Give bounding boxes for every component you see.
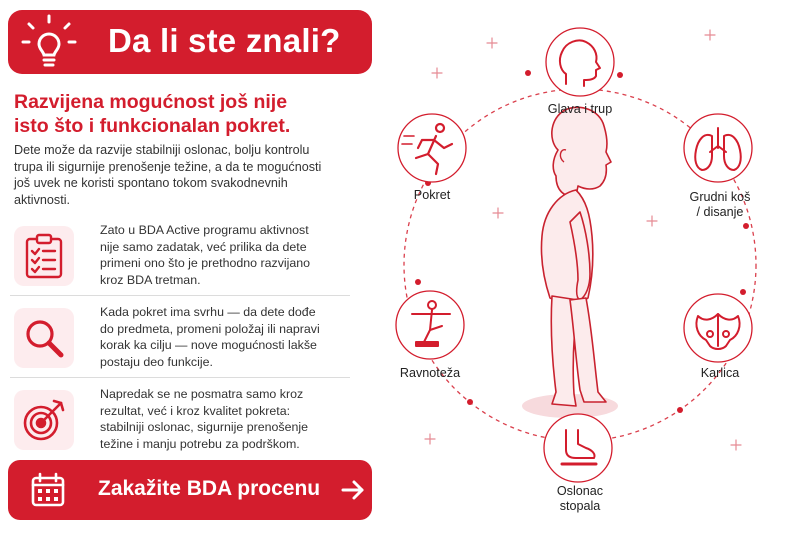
- body-areas-diagram: [380, 0, 800, 534]
- feature-line: težine i manju potrebu za podrškom.: [100, 436, 300, 451]
- node-label-head: [523, 102, 637, 117]
- arrow-right-icon: [341, 479, 365, 506]
- intro-line: još uvek ne koristi spontano tokom svakodnevnih: [14, 176, 288, 190]
- magnifier-icon: [14, 308, 74, 368]
- feature-line: primeni ono što je prethodno razvijano: [100, 256, 311, 270]
- node-label-line: Ravnoteža: [399, 366, 461, 380]
- cta-label: Zakažite BDA procenu: [98, 477, 321, 500]
- feature-line: kroz BDA tretman.: [100, 272, 201, 287]
- feature-item: [10, 304, 350, 376]
- node-label-line: Glava i trup: [547, 102, 613, 116]
- node-label-line: Karlica: [700, 366, 740, 380]
- diagram-graphic: [380, 0, 800, 534]
- feature-line: Zato u BDA Active programu aktivnost: [100, 223, 309, 237]
- feature-line: korak ka cilju — nove mogućnosti lakše: [100, 338, 317, 352]
- node-label-line: stopala: [559, 499, 601, 513]
- feature-item: [10, 386, 350, 458]
- node-label-line: Pokret: [413, 188, 451, 202]
- headline: [14, 90, 364, 138]
- schedule-assessment-button[interactable]: [8, 460, 372, 520]
- node-label-foot: [530, 484, 630, 514]
- feature-line: stabilniji oslonac, sigurnije prenošenje: [100, 420, 309, 434]
- did-you-know-banner: [8, 10, 372, 74]
- feature-line: do predmeta, promeni položaj ili napravi: [100, 321, 320, 336]
- node-label-line: / disanje: [696, 205, 744, 219]
- intro-line: trupa ili sigurnije prenošenje težine, a da te mogućnosti: [14, 159, 322, 174]
- lightbulb-icon: [14, 14, 84, 70]
- feature-item: [10, 222, 350, 294]
- headline-line: isto što i funkcionalan pokret.: [14, 115, 291, 137]
- intro-line: aktivnosti.: [14, 192, 70, 207]
- clipboard-checklist-icon: [14, 226, 74, 286]
- feature-text: [100, 222, 350, 288]
- node-label-line: Oslonac: [556, 484, 604, 498]
- node-label-chest: [665, 190, 775, 220]
- divider: [10, 377, 350, 378]
- node-label-movement: [382, 188, 482, 203]
- intro-paragraph: [14, 142, 366, 208]
- feature-line: nije samo zadatak, već prilika da dete: [100, 239, 307, 254]
- feature-text: [100, 386, 350, 452]
- calendar-icon: [30, 472, 66, 513]
- target-icon: [14, 390, 74, 450]
- feature-line: rezultat, već i kroz kvalitet pokreta:: [100, 403, 291, 418]
- feature-text: [100, 304, 350, 370]
- divider: [10, 295, 350, 296]
- intro-line: Dete može da razvije stabilniji oslonac, bolju kontrolu: [14, 143, 310, 157]
- node-label-balance: [380, 366, 480, 381]
- feature-line: postaju deo funkcije.: [100, 354, 213, 369]
- banner-title: Da li ste znali?: [108, 22, 341, 59]
- node-label-pelvis: [670, 366, 770, 381]
- feature-line: Kada pokret ima svrhu — da dete dođe: [100, 305, 316, 319]
- node-label-line: Grudni koš: [689, 190, 751, 204]
- feature-line: Napredak se ne posmatra samo kroz: [100, 387, 304, 401]
- headline-line: Razvijena mogućnost još nije: [14, 91, 288, 113]
